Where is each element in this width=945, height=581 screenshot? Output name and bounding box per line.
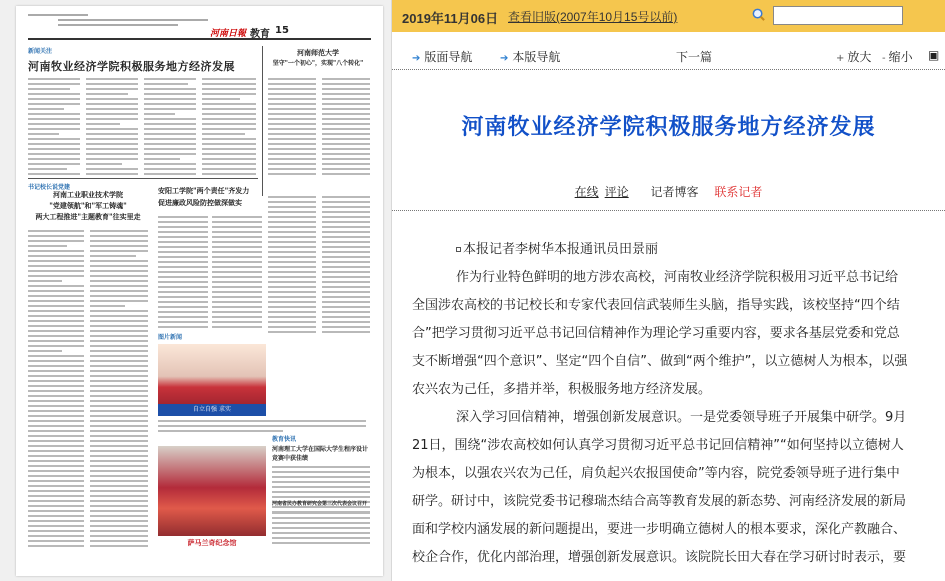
article-line: 合”把学习贯彻习近平总书记回信精神作为理论学习重要内容，要求各基层党委和党总 (412, 326, 900, 341)
text-column (28, 78, 80, 178)
text-column (272, 466, 370, 516)
article-body (412, 236, 945, 581)
print-icon[interactable]: ▣ (928, 48, 940, 62)
zoom-out-button[interactable] (882, 48, 913, 65)
mid-sub-head-2[interactable]: 促进廉政风险防控做深做实 (158, 198, 242, 207)
article-line: 作为行业特色鲜明的地方涉农高校，河南牧业经济学院积极用习近平总书记给 (456, 270, 899, 285)
article-line: 21日，围绕“涉农高校如何认真学习贯彻习近平总书记回信精神”“如何坚持以立德树人 (412, 438, 904, 453)
magnifier-icon[interactable] (751, 7, 766, 22)
text-column (158, 216, 208, 331)
text-column (268, 196, 316, 336)
online-comment-link[interactable]: 在线 评论 (574, 185, 629, 199)
text-column (28, 230, 84, 550)
page-number: 15 (275, 25, 289, 36)
text-column (212, 216, 262, 331)
page-thumbnail-panel (0, 0, 392, 581)
bottom-sub-head-2[interactable]: 河南省民办教育研究会第三次代表会议召开 (272, 501, 368, 507)
article-title: 河南牧业经济学院积极服务地方经济发展 (461, 115, 876, 140)
article-line: 研学。研讨中，该院党委书记穆瑞杰结合高等教育发展的新态势、河南经济发展的新局 (412, 494, 907, 509)
this-page-nav-button[interactable] (500, 48, 560, 65)
text-column (272, 512, 370, 547)
issue-date: 2019年11月06日 (402, 11, 499, 26)
article-line: 全国涉农高校的书记校长和专家代表回信武装师生头脑，指导实践，该校坚持“四个结 (412, 298, 900, 313)
bottom-sub-head[interactable]: 河南理工大学在国际大学生程序设计竞赛中获佳绩 (272, 446, 369, 462)
left-sub-head-2[interactable]: "党建领航"和"军工铸魂" (49, 201, 127, 210)
article-line: 深入学习回信精神，增强创新发展意识。一是党委领导班子开展集中研学。9月 (456, 410, 907, 425)
next-article-link[interactable]: 下一篇 (676, 50, 713, 64)
column-rule (262, 46, 263, 196)
zoom-out-label: 缩小 (888, 50, 913, 64)
masthead-meta-lines (28, 14, 208, 30)
layout-nav-label: 版面导航 (424, 50, 473, 64)
news-photo[interactable] (158, 344, 266, 416)
bullet-icon (456, 247, 461, 252)
top-bar (392, 0, 945, 32)
news-photo[interactable] (158, 446, 266, 550)
article-tools (392, 183, 945, 211)
section-tag: 图片新闻 (158, 334, 183, 341)
text-column (90, 230, 148, 550)
article-line: 农兴农为己任，多措并举，积极服务地方经济发展。 (412, 382, 712, 397)
text-column (86, 78, 138, 178)
side-headline-2[interactable]: 坚守"一个初心"，实现"八个转化" (272, 60, 364, 67)
text-column (158, 420, 366, 435)
search-input[interactable] (773, 6, 903, 25)
nav-bar (392, 40, 945, 70)
text-column (144, 78, 196, 178)
newspaper-logo: 河南日報 (210, 29, 247, 39)
article-line: 支不断增强“四个意识”、坚定“四个自信”、做到“两个维护”，以立德树人为根本，以强 (412, 354, 908, 369)
side-headline-1[interactable]: 河南师范大学 (297, 48, 339, 57)
photo-caption: 萨马兰奇纪念馆 (158, 536, 266, 550)
article-line: 面和学校内涵发展的新问题提出，要进一步明确立德树人的根本要求，深化产教融合、 (412, 522, 907, 537)
text-column (202, 78, 256, 178)
text-column (322, 196, 370, 336)
contact-reporter-link[interactable]: 联系记者 (714, 185, 763, 199)
left-sub-head-1[interactable]: 河南工业职业技术学院 (53, 190, 123, 199)
section-tag: 教育快讯 (272, 436, 297, 443)
section-tag: 新闻关注 (28, 48, 53, 55)
article-line: 为根本，以强农兴农为己任，肩负起兴农报国使命”等内容，院党委领导班子进行集中 (412, 466, 900, 481)
section-label: 教育 (250, 29, 270, 40)
byline: 本报记者李树华本报通讯员田景丽 (412, 236, 945, 264)
minus-icon: - (882, 53, 886, 64)
arrow-right-icon: ➔ (500, 53, 509, 64)
thumbnail-headline[interactable]: 河南牧业经济学院积极服务地方经济发展 (28, 60, 235, 73)
photo-caption: 自立自强 求实 (158, 404, 266, 416)
masthead (28, 10, 371, 40)
section-rule (28, 178, 258, 179)
article-line: 校企合作，优化内部治理，增强创新发展意识。该院院长田大春在学习研讨时表示，要 (412, 550, 907, 565)
arrow-right-icon: ➔ (412, 53, 421, 64)
plus-icon: + (836, 53, 845, 64)
section-tag: 书记校长说党建 (28, 184, 71, 191)
layout-nav-button[interactable] (412, 48, 472, 65)
old-version-link[interactable]: 查看旧版(2007年10月15号以前) (508, 10, 678, 24)
left-sub-head-3[interactable]: 两大工程推进"主题教育"往实里走 (35, 212, 141, 221)
reporter-blog-link[interactable]: 记者博客 (650, 185, 699, 199)
text-column (322, 78, 370, 178)
newspaper-page-thumbnail[interactable] (16, 6, 383, 576)
zoom-in-button[interactable] (836, 48, 871, 65)
this-page-nav-label: 本版导航 (512, 50, 561, 64)
mid-sub-head-1[interactable]: 安阳工学院"两个责任"齐发力 (158, 186, 250, 195)
zoom-in-label: 放大 (847, 50, 872, 64)
text-column (268, 78, 316, 178)
